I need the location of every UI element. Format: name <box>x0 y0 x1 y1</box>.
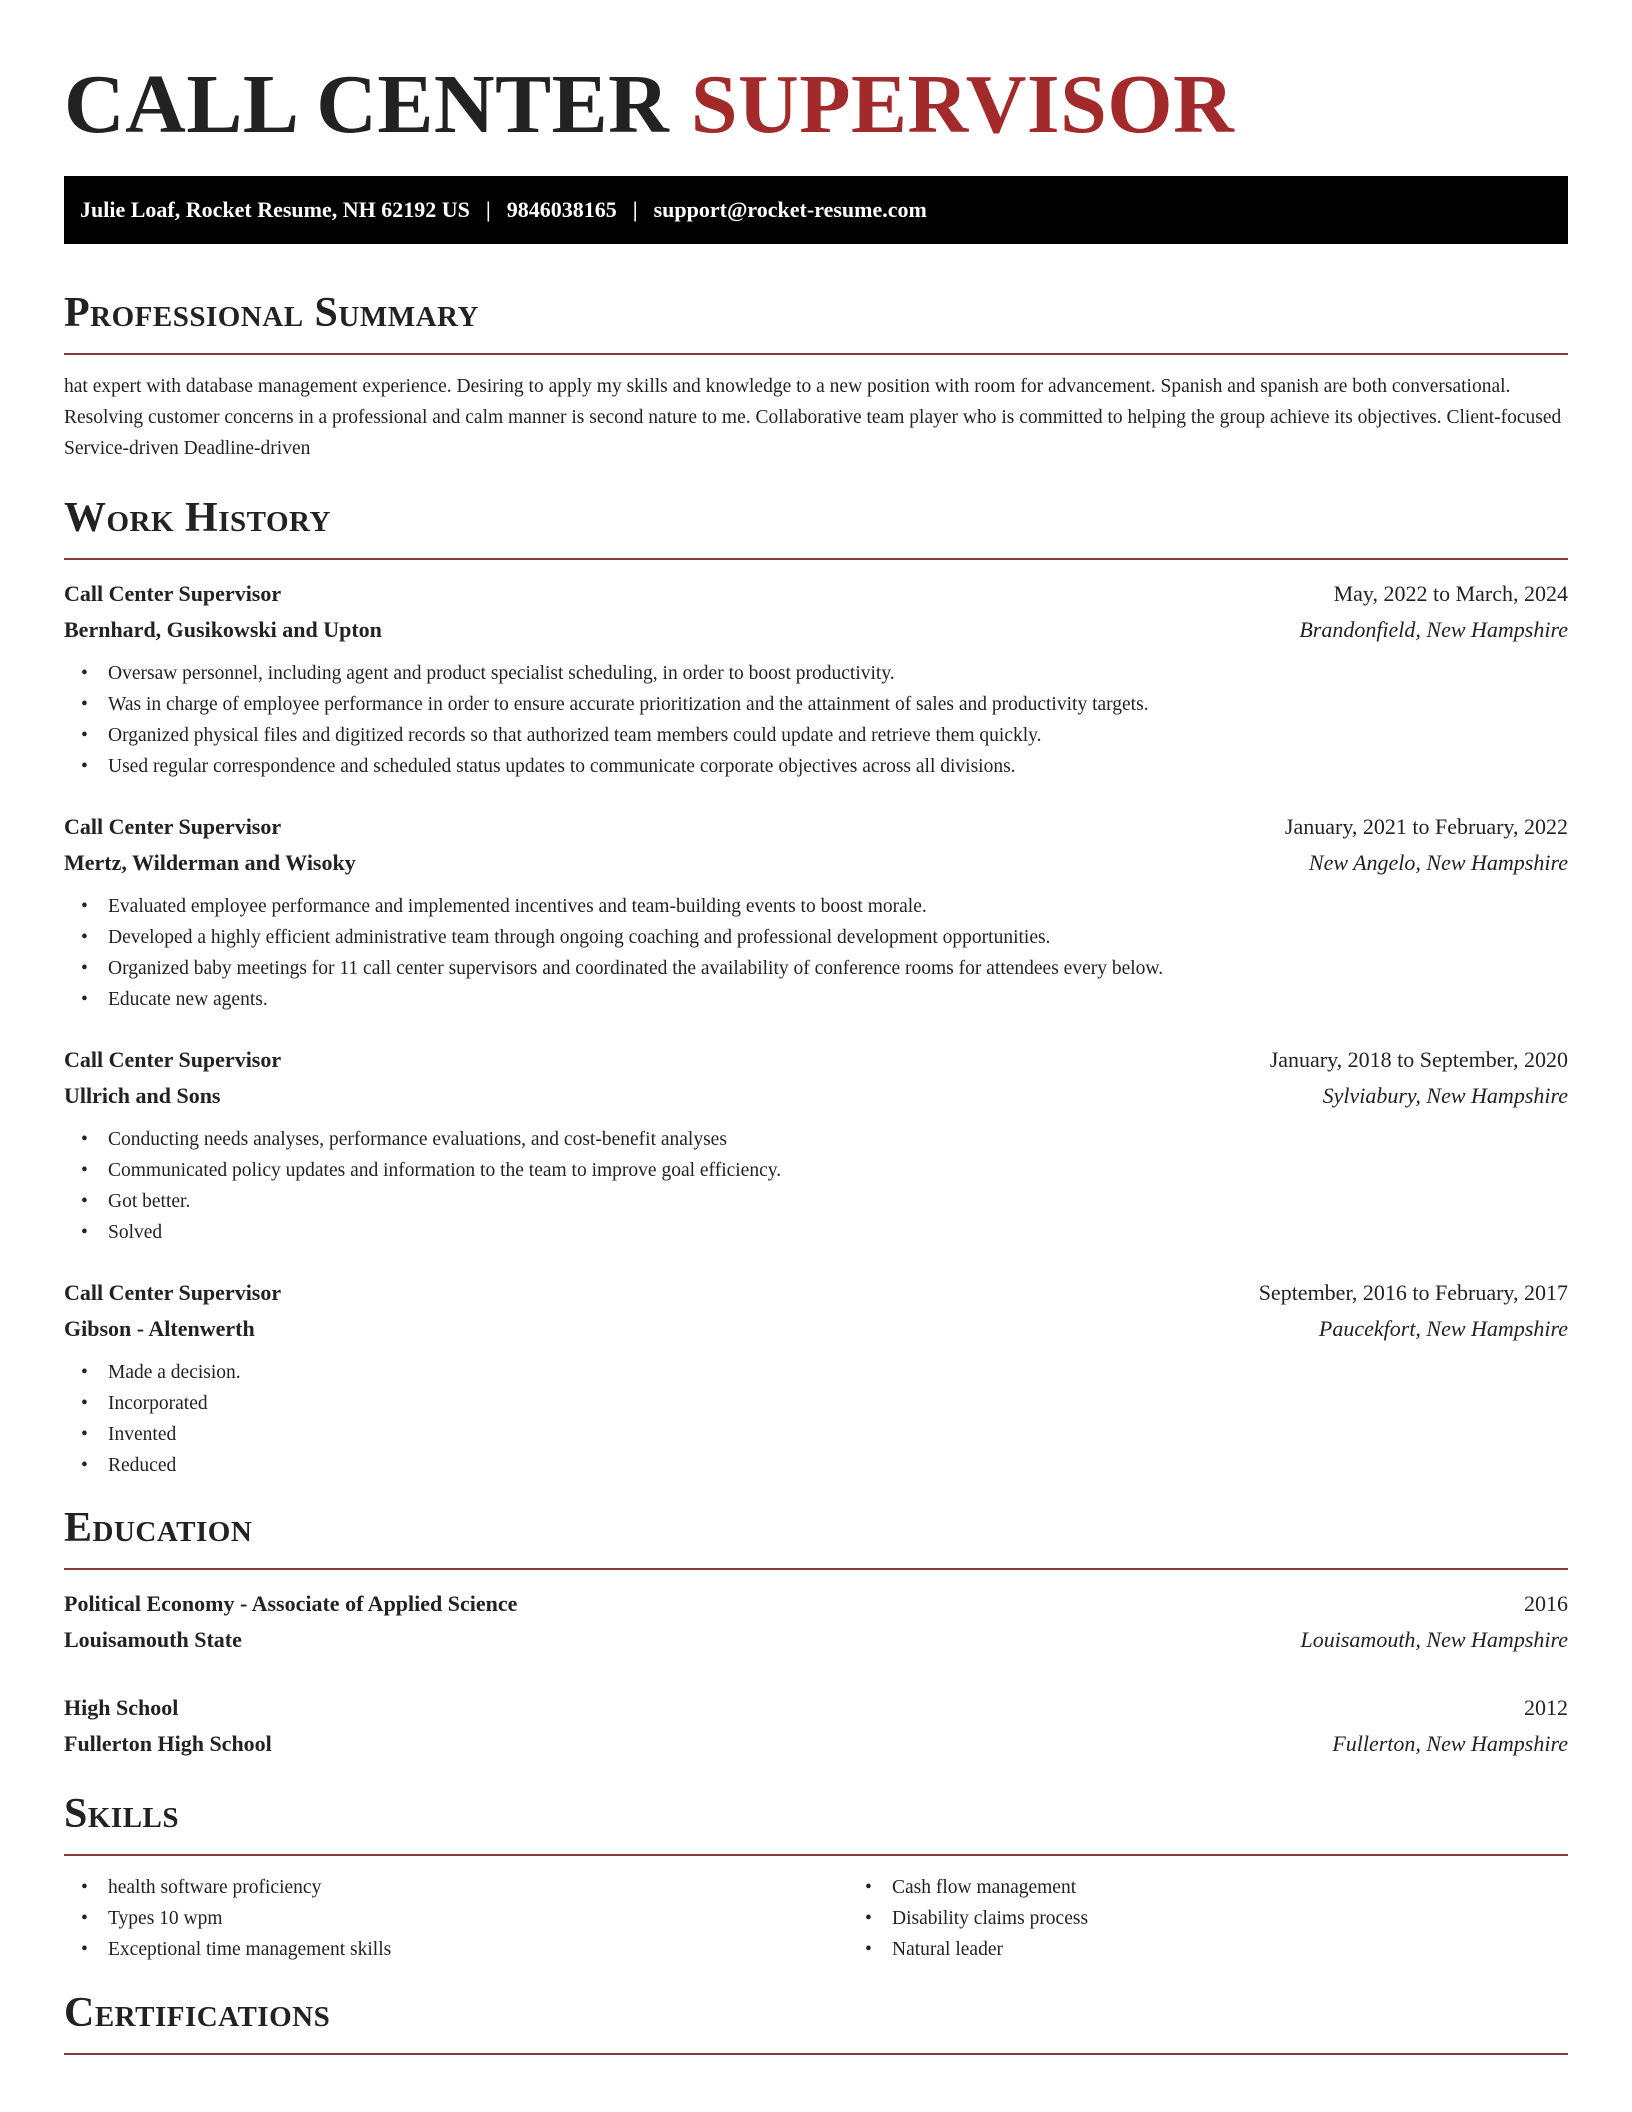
section-divider <box>64 1568 1568 1570</box>
company-name: Gibson - Altenwerth <box>64 1316 255 1341</box>
section-heading-skills: Skills <box>64 1791 180 1837</box>
job-title: Call Center Supervisor <box>64 581 282 606</box>
work-entry <box>64 809 1568 1015</box>
job-location: Brandonfield, New Hampshire <box>1299 617 1568 642</box>
education-entry <box>64 1586 1568 1658</box>
school-name: Fullerton High School <box>64 1731 272 1756</box>
list-item: • Solved <box>108 1217 1568 1248</box>
resume-title <box>64 0 1568 155</box>
job-dates: May, 2022 to March, 2024 <box>1333 581 1568 606</box>
list-item: • Developed a highly efficient administrative team through ongoing coaching and professional development opportunities. <box>108 922 1568 953</box>
job-dates: January, 2021 to February, 2022 <box>1284 814 1568 839</box>
job-duties-list <box>64 1357 1568 1481</box>
contact-bar <box>64 176 1568 244</box>
contact-separator: | <box>632 197 638 222</box>
work-entry <box>64 576 1568 782</box>
work-entry <box>64 1042 1568 1248</box>
list-item: • Invented <box>108 1419 1568 1450</box>
section-heading-work-history: Work History <box>64 495 331 541</box>
list-item: • Made a decision. <box>108 1357 1568 1388</box>
degree-name: Political Economy - Associate of Applied Science <box>64 1591 518 1616</box>
job-dates: September, 2016 to February, 2017 <box>1258 1280 1568 1305</box>
contact-separator: | <box>485 197 491 222</box>
school-location: Louisamouth, New Hampshire <box>1300 1627 1568 1652</box>
list-item: • Educate new agents. <box>108 984 1568 1015</box>
company-name: Bernhard, Gusikowski and Upton <box>64 617 382 642</box>
list-item: • Used regular correspondence and scheduled status updates to communicate corporate objectives across all divisions. <box>108 751 1568 782</box>
education-entry <box>64 1690 1568 1762</box>
skills-list-right <box>848 1872 1632 1965</box>
job-location: Sylviabury, New Hampshire <box>1322 1083 1568 1108</box>
skills-list-left <box>64 1872 848 1965</box>
job-dates: January, 2018 to September, 2020 <box>1269 1047 1568 1072</box>
job-title: Call Center Supervisor <box>64 1280 282 1305</box>
title-role-accent: SUPERVISOR <box>690 58 1235 151</box>
list-item: • Organized baby meetings for 11 call center supervisors and coordinated the availability of conference rooms for attendees every below. <box>108 953 1568 984</box>
skill-item: • Cash flow management <box>892 1872 1632 1903</box>
list-item: • Communicated policy updates and information to the team to improve goal efficiency. <box>108 1155 1568 1186</box>
list-item: • Incorporated <box>108 1388 1568 1419</box>
contact-phone: 9846038165 <box>506 197 617 222</box>
job-duties-list <box>64 658 1568 782</box>
section-divider <box>64 558 1568 560</box>
company-name: Ullrich and Sons <box>64 1083 221 1108</box>
skill-item: • health software proficiency <box>108 1872 848 1903</box>
list-item: • Evaluated employee performance and implemented incentives and team-building events to boost morale. <box>108 891 1568 922</box>
contact-address: Julie Loaf, Rocket Resume, NH 62192 US <box>80 197 470 222</box>
graduation-year: 2012 <box>1524 1695 1568 1720</box>
school-name: Louisamouth State <box>64 1627 242 1652</box>
job-title: Call Center Supervisor <box>64 1047 282 1072</box>
job-duties-list <box>64 891 1568 1015</box>
list-item: • Conducting needs analyses, performance evaluations, and cost-benefit analyses <box>108 1124 1568 1155</box>
graduation-year: 2016 <box>1524 1591 1568 1616</box>
skill-item: • Disability claims process <box>892 1903 1632 1934</box>
section-heading-education: Education <box>64 1505 253 1551</box>
title-role-prefix: CALL CENTER <box>64 58 670 151</box>
list-item: • Got better. <box>108 1186 1568 1217</box>
list-item: • Oversaw personnel, including agent and product specialist scheduling, in order to boost productivity. <box>108 658 1568 689</box>
degree-name: High School <box>64 1695 179 1720</box>
job-duties-list <box>64 1124 1568 1248</box>
skills-columns <box>64 1856 1568 1965</box>
skill-item: • Exceptional time management skills <box>108 1934 848 1965</box>
contact-email: support@rocket-resume.com <box>653 197 927 222</box>
job-location: Paucekfort, New Hampshire <box>1318 1316 1568 1341</box>
list-item: • Was in charge of employee performance in order to ensure accurate prioritization and the attainment of sales and productivity targets. <box>108 689 1568 720</box>
job-location: New Angelo, New Hampshire <box>1308 850 1568 875</box>
section-divider <box>64 2053 1568 2055</box>
list-item: • Reduced <box>108 1450 1568 1481</box>
work-entry <box>64 1275 1568 1481</box>
company-name: Mertz, Wilderman and Wisoky <box>64 850 356 875</box>
skill-item: • Types 10 wpm <box>108 1903 848 1934</box>
skill-item: • Natural leader <box>892 1934 1632 1965</box>
list-item: • Organized physical files and digitized records so that authorized team members could update and retrieve them quickly. <box>108 720 1568 751</box>
school-location: Fullerton, New Hampshire <box>1332 1731 1568 1756</box>
section-heading-summary: Professional Summary <box>64 290 479 336</box>
professional-summary-text: hat expert with database management experience. Desiring to apply my skills and knowledge to a new position with room for advancement. Spanish and spanish are both conversational. Resolving customer concerns in a professional and calm manner is second nature to me. Collaborative team player who is committed to helping the group achieve its objectives. Client-focused Service-driven Deadline-driven <box>64 376 1562 459</box>
job-title: Call Center Supervisor <box>64 814 282 839</box>
section-heading-certifications: Certifications <box>64 1990 331 2036</box>
